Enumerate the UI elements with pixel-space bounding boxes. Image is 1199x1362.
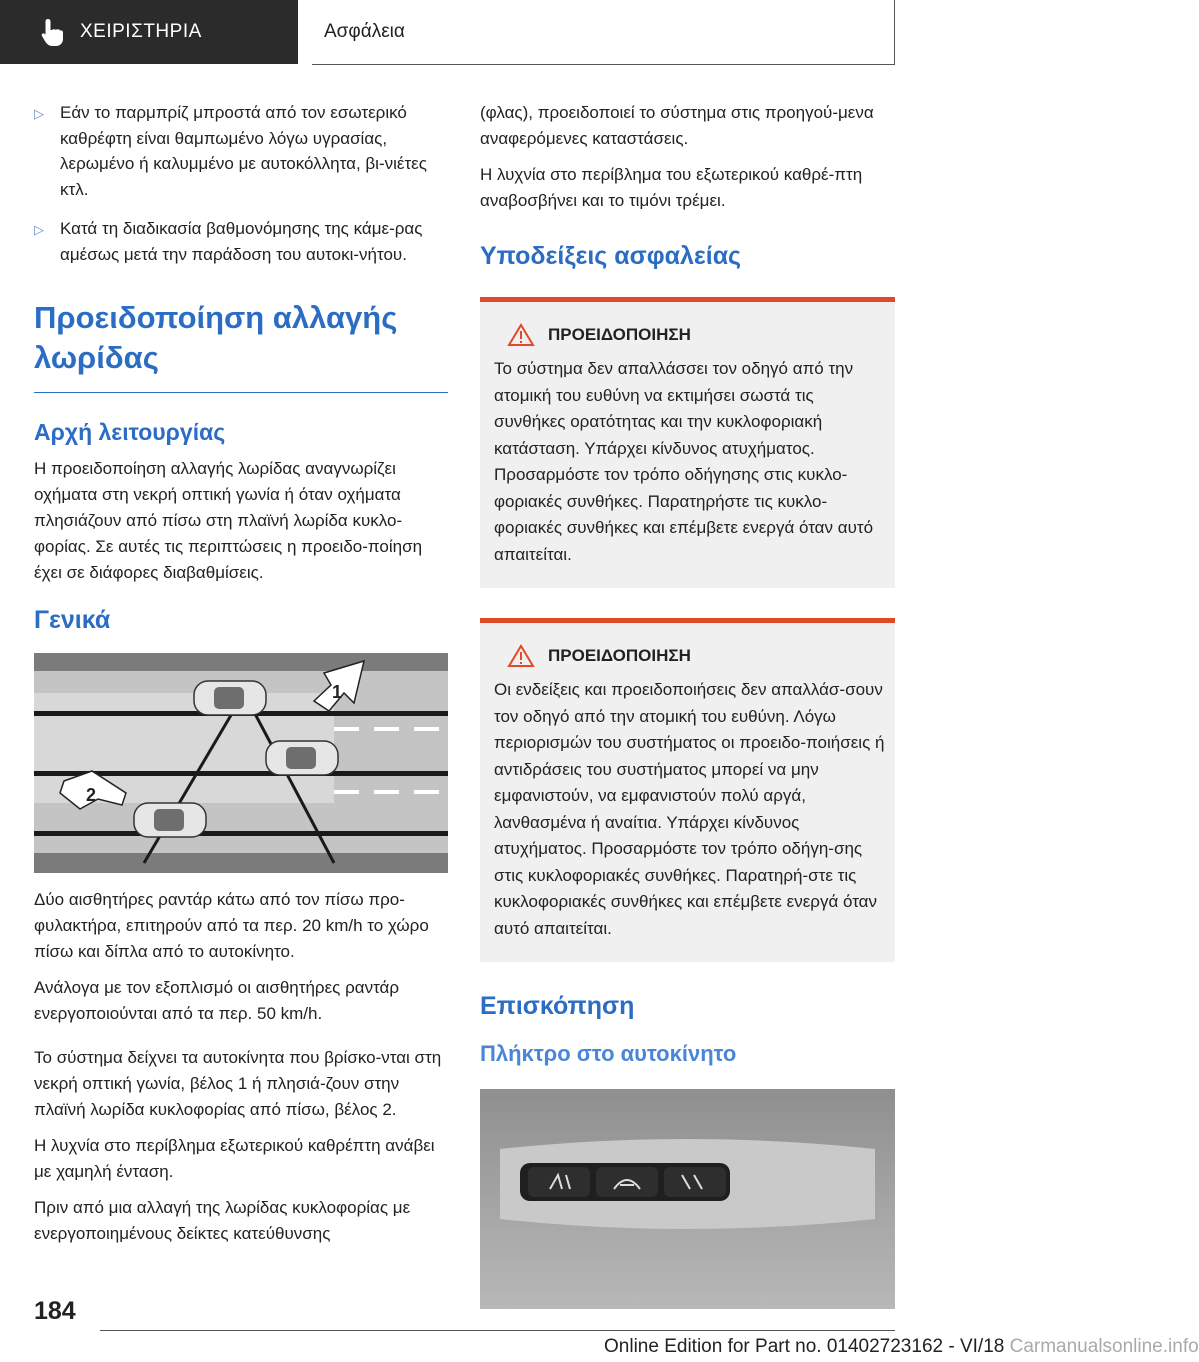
principle-text: Η προειδοποίηση αλλαγής λωρίδας αναγνωρίζει οχήματα στη νεκρή οπτική γωνία ή όταν οχήματα πλησιάζουν από πίσω στη πλαϊνή λωρίδα κυκλο-φορίας. Σε αυτές τις περιπτώσεις η προειδο-ποίηση έχει σε διάφορες διαβαθμίσεις. [34, 458, 423, 582]
warning-text: Οι ενδείξεις και προειδοποιήσεις δεν απαλλάσ-σουν τον οδηγό από την ατομική του ευθύνη. Λόγω περιορισμών του συστήματος οι προειδο-ποιήσεις ή αντιδράσεις του συστήματος μπορεί να μην εμφανιστούν, να εμφανιστούν πολύ αργά, λανθασμένα ή αναίτια. Υπάρχει κίνδυνος ατυχήματος. Προσαρμόστε τον τρόπο οδήγη-σης στις κυκλοφοριακές συνθήκες. Παρατηρή-στε τις κυκλοφοριακές συνθήκες και επέμβετε ενεργά όταν αυτό απαιτείται. [494, 680, 885, 938]
footer-edition [604, 1336, 1199, 1358]
lane-change-diagram [34, 653, 448, 873]
bullet-text: Κατά τη διαδικασία βαθμονόμησης της κάμε-ρας αμέσως μετά την παράδοση του αυτοκι-νήτου. [60, 219, 423, 264]
principle-heading: Αρχή λειτουργίας [34, 418, 226, 445]
warning-title: ΠΡΟΕΙΔΟΠΟΙΗΣΗ [548, 646, 691, 665]
overview-heading: Επισκόπηση [480, 992, 635, 1020]
section-title: Προειδοποίηση αλλαγής λωρίδας [34, 299, 398, 375]
list-item [34, 100, 448, 202]
header-section-title [312, 0, 895, 65]
chapter-label: ΧΕΙΡΙΣΤΗΡΙΑ [80, 21, 202, 42]
warning-title: ΠΡΟΕΙΔΟΠΟΙΗΣΗ [548, 325, 691, 344]
warning-text: Το σύστημα δεν απαλλάσσει τον οδηγό από την ατομική του ευθύνη να εκτιμήσει σωστά τις συνθήκες ορατότητας και την κυκλοφοριακή κατάσταση. Υπάρχει κίνδυνος ατυχήματος. Προσαρμόστε τον τρόπο οδήγησης στις κυκλο-φοριακές συνθήκες. Παρατηρήστε τις κυκλο-φοριακές συνθήκες και επέμβετε ενεργά όταν αυτό απαιτείται. [494, 359, 874, 564]
warning-box [480, 297, 895, 588]
title-divider [34, 392, 448, 393]
paragraph: Ανάλογα με τον εξοπλισμό οι αισθητήρες ραντάρ ενεργοποιούνται από τα περ. 50 km/h. [34, 977, 400, 1023]
paragraph: Δύο αισθητήρες ραντάρ κάτω από τον πίσω προ-φυλακτήρα, επιτηρούν από τα περ. 20 km/h το χώρο πίσω και δίπλα από το αυτοκίνητο. [34, 889, 429, 961]
footer-divider [100, 1330, 895, 1331]
general-heading: Γενικά [34, 605, 111, 634]
header-chapter-tab [0, 0, 298, 64]
paragraph: Η λυχνία στο περίβλημα εξωτερικού καθρέπτη ανάβει με χαμηλή ένταση. [34, 1135, 435, 1181]
triangle-bullet-icon: ▷ [34, 222, 44, 238]
triangle-bullet-icon: ▷ [34, 106, 44, 121]
warning-header [488, 324, 887, 346]
arrow-label-1: 1 [332, 681, 343, 702]
warning-box [480, 618, 895, 962]
arrow-label-2: 2 [86, 784, 97, 805]
section-label: Ασφάλεια [324, 21, 405, 42]
warning-header [488, 645, 887, 667]
right-column [480, 100, 895, 1309]
button-panel-illustration [480, 1089, 895, 1309]
site-watermark: Carmanualsonline.info [1009, 1336, 1199, 1357]
bullet-text: Εάν το παρμπρίζ μπροστά από τον εσωτερικό καθρέφτη είναι θαμπωμένο λόγω υγρασίας, λερωμένο ή καλυμμένο με αυτοκόλλητα, βι-νιέτες κτλ. [60, 103, 427, 199]
road-illustration [34, 653, 448, 873]
page-number: 184 [34, 1297, 76, 1325]
paragraph: Πριν από μια αλλαγή της λωρίδας κυκλοφορίας με ενεργοποιημένους δείκτες κατεύθυνσης [34, 1197, 411, 1243]
left-column [34, 100, 448, 1257]
warning-triangle-icon [508, 645, 534, 667]
button-heading: Πλήκτρο στο αυτοκίνητο [480, 1041, 737, 1066]
safety-heading: Υποδείξεις ασφαλείας [480, 242, 742, 270]
paragraph: (φλας), προειδοποιεί το σύστημα στις προηγού-μενα αναφερόμενες καταστάσεις. [480, 103, 874, 148]
warning-triangle-icon [508, 324, 534, 346]
paragraph: Το σύστημα δείχνει τα αυτοκίνητα που βρίσκο-νται στη νεκρή οπτική γωνία, βέλος 1 ή πλησιά-ζουν στην πλαϊνή λωρίδα κυκλοφορίας από πίσω, βέλος 2. [34, 1047, 442, 1119]
edition-text: Online Edition for Part no. 01402723162 - VI/18 [604, 1336, 1005, 1357]
button-photo [480, 1089, 895, 1309]
list-item [34, 216, 448, 267]
paragraph: Η λυχνία στο περίβλημα του εξωτερικού καθρέ-πτη αναβοσβήνει και το τιμόνι τρέμει. [480, 165, 863, 210]
hand-pointer-icon [40, 17, 66, 47]
